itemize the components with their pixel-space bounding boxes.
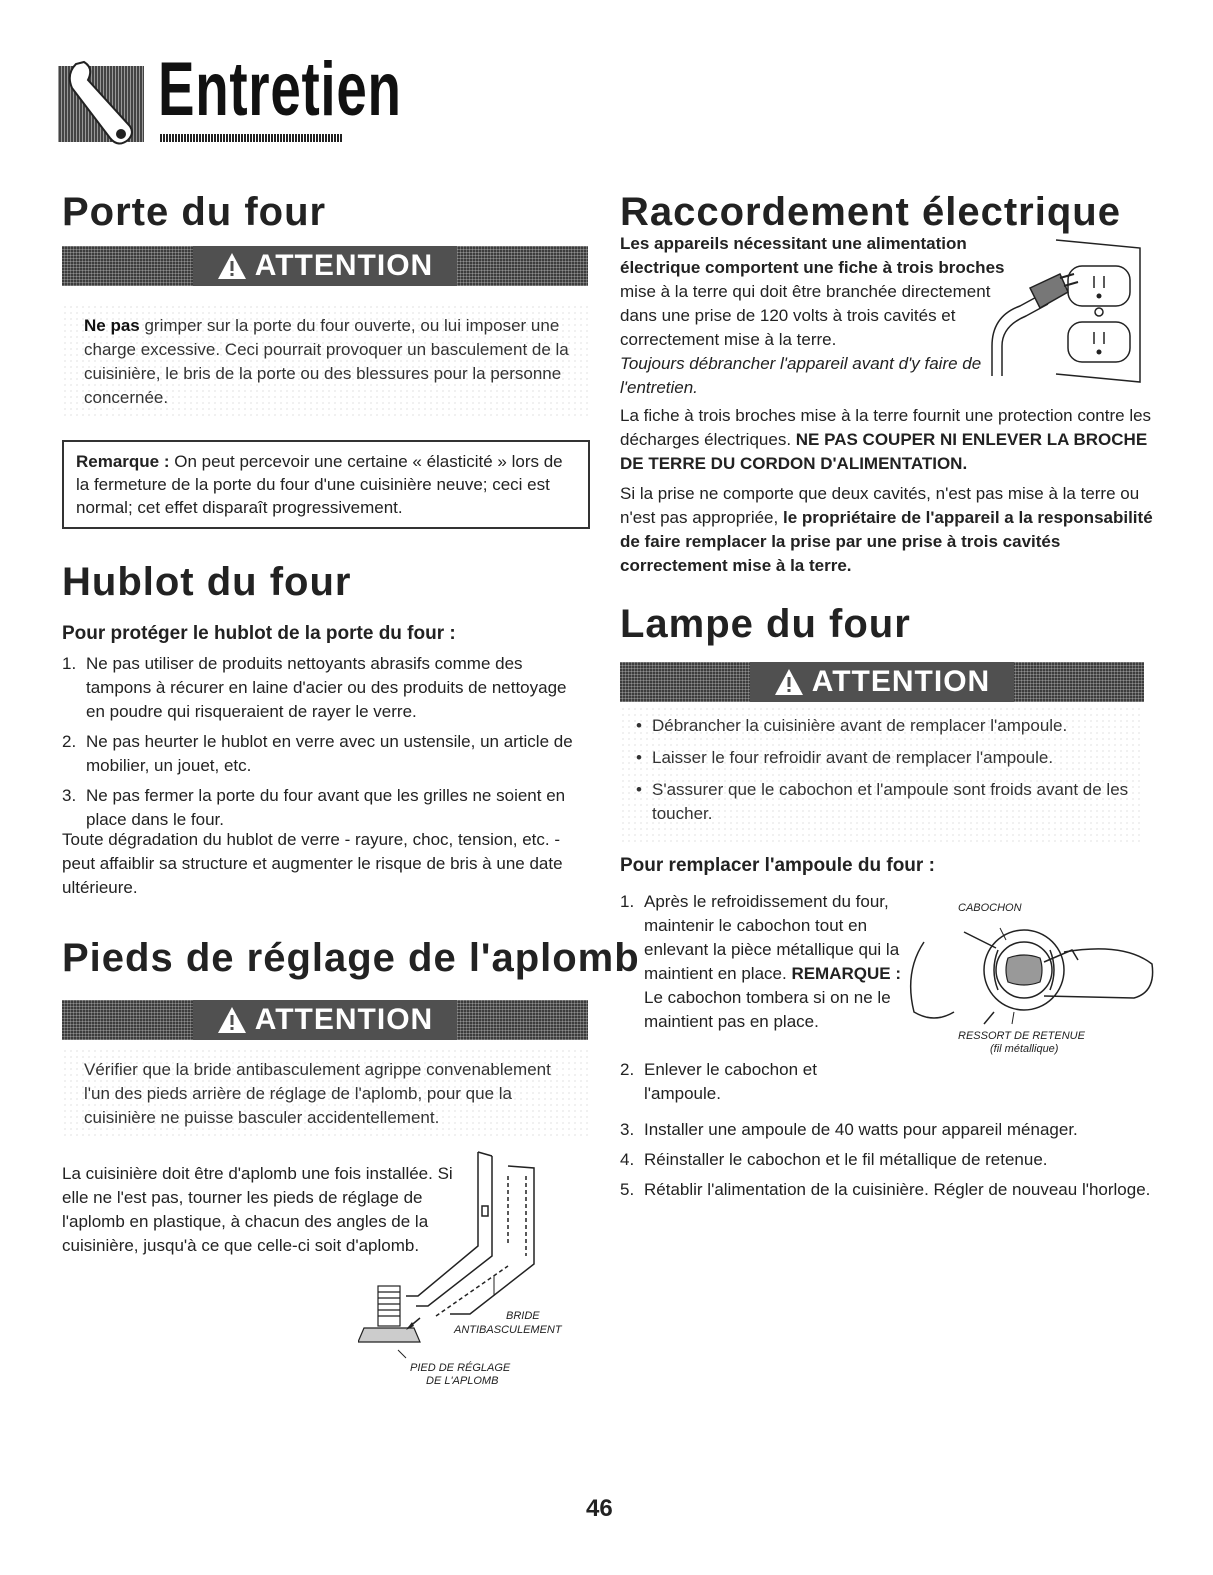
list-item: 3. Installer une ampoule de 40 watts pour appareil ménager. — [620, 1120, 1078, 1139]
list-item: 5. Rétablir l'alimentation de la cuisinière. Régler de nouveau l'horloge. — [620, 1180, 1151, 1199]
outlet-plug-illustration — [990, 236, 1152, 386]
page-number: 46 — [586, 1495, 613, 1522]
list-item: • Débrancher la cuisinière avant de remplacer l'ampoule. — [634, 714, 1134, 738]
warning-label: ATTENTION — [193, 246, 457, 286]
list-item: • S'assurer que le cabochon et l'ampoule sont froids avant de les toucher. — [634, 778, 1134, 826]
paragraph-hublot: Toute dégradation du hublot de verre - rayure, choc, tension, etc. - peut affaiblir sa structure et augmenter le risque de bris à une date ultérieure. — [62, 830, 563, 897]
list-item: • Laisser le four refroidir avant de remplacer l'ampoule. — [634, 746, 1134, 770]
section-title-hublot: Hublot du four — [62, 560, 352, 604]
section-title-porte: Porte du four — [62, 190, 327, 234]
subtitle-hublot: Pour protéger le hublot de la porte du four : — [62, 623, 456, 644]
section-title-raccordement: Raccordement électrique — [620, 190, 1121, 234]
caption-ressort: RESSORT DE RETENUE — [958, 1030, 1085, 1042]
paragraph-raccord-italic: Toujours débrancher l'appareil avant d'y faire de l'entretien. — [620, 354, 982, 397]
step-2: 2. Enlever le cabochon et l'ampoule. — [620, 1060, 817, 1103]
section-title-pieds: Pieds de réglage de l'aplomb — [62, 936, 640, 980]
warning-banner — [62, 1000, 588, 1040]
warning-text: Vérifier que la bride antibasculement agrippe convenablement l'un des pieds arrière de réglage de l'aplomb, pour que la cuisinière ne puisse basculer accidentellement. — [62, 1048, 588, 1140]
caption-pied: PIED DE RÉGLAGE — [410, 1362, 511, 1374]
warning-triangle-icon — [217, 251, 247, 281]
warning-banner — [62, 246, 588, 286]
lamp-illustration — [894, 912, 1156, 1030]
title-underline — [160, 134, 342, 142]
warning-triangle-icon — [217, 1005, 247, 1035]
subtitle-lampe: Pour remplacer l'ampoule du four : — [620, 855, 935, 876]
warning-text: Ne pas grimper sur la porte du four ouverte, ou lui imposer une charge excessive. Ceci pourrait provoquer un basculement de la cuisinière, le bris de la porte ou des blessures pour la personne concernée. — [62, 304, 588, 420]
list-item: 2. Ne pas heurter le hublot en verre avec un ustensile, un article de mobilier, un jouet, etc. — [62, 732, 573, 775]
caption-bride: BRIDE — [506, 1310, 540, 1322]
caption-fil: (fil métallique) — [990, 1043, 1059, 1055]
steps-lampe — [620, 1118, 1160, 1208]
step-1: 1. Après le refroidissement du four, maintenir le cabochon tout en enlevant la pièce métallique qui la maintient en place. REMARQUE : Le cabochon tombera si on ne le maintient pas en place. — [620, 892, 901, 1031]
caption-cabochon: CABOCHON — [958, 902, 1022, 914]
note-box: Remarque : On peut percevoir une certaine « élasticité » lors de la fermeture de la porte du four d'une cuisinière neuve; ceci est normal; cet effet disparaît progressivement. — [62, 440, 590, 529]
paragraph-raccord-2: La fiche à trois broches mise à la terre fournit une protection contre les décharges électriques. NE PAS COUPER NI ENLEVER LA BROCHE DE TERRE DU CORDON D'ALIMENTATION. — [620, 406, 1152, 473]
warning-label: ATTENTION — [750, 662, 1014, 702]
list-item: 4. Réinstaller le cabochon et le fil métallique de retenue. — [620, 1150, 1048, 1169]
paragraph-raccord-3: Si la prise ne comporte que deux cavités, n'est pas mise à la terre ou n'est pas appropriée, le propriétaire de l'appareil a la responsabilité de faire remplacer la prise par une prise à trois cavités correctement mise à la terre. — [620, 484, 1153, 575]
warning-bullets — [620, 706, 1144, 842]
caption-antibasculement: ANTIBASCULEMENT — [454, 1324, 562, 1336]
warning-banner — [620, 662, 1144, 702]
warning-triangle-icon — [774, 667, 804, 697]
warning-label: ATTENTION — [193, 1000, 457, 1040]
page-title: Entretien — [158, 47, 402, 132]
steps-hublot — [62, 652, 584, 838]
section-title-lampe: Lampe du four — [620, 602, 911, 646]
list-item: 1. Ne pas utiliser de produits nettoyants abrasifs comme des tampons à récurer en laine d'acier ou des produits de nettoyage en poudre qui risqueraient de rayer le verre. — [62, 654, 567, 721]
wrench-icon — [58, 60, 144, 150]
caption-aplomb: DE L'APLOMB — [426, 1375, 499, 1387]
paragraph-pieds: La cuisinière doit être d'aplomb une fois installée. Si elle ne l'est pas, tourner les pieds de réglage de l'aplomb en plastique, à chacun des angles de la cuisinière, jusqu'à ce que celle-ci soit d'aplomb. — [62, 1164, 453, 1255]
list-item: 3. Ne pas fermer la porte du four avant que les grilles ne soient en place dans le four. — [62, 786, 566, 829]
paragraph-raccord-intro: Les appareils nécessitant une alimentation électrique comportent une fiche à trois broches mise à la terre qui doit être branchée directement dans une prise de 120 volts à trois cavités et correctement mise à la terre. — [620, 234, 1005, 349]
